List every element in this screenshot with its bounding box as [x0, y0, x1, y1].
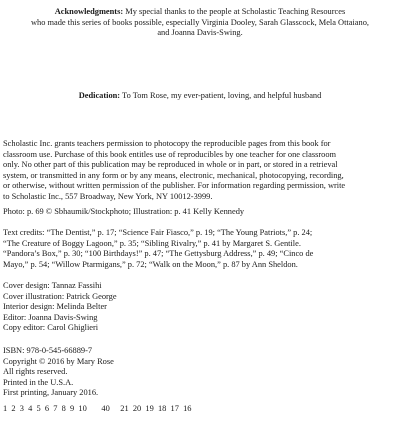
copyright-line: Copyright © 2016 by Mary Rose [3, 356, 114, 366]
permission-line: system, or transmitted in any form or by any means, electronic, mechanical, photocopying, recording, [3, 170, 344, 180]
permission-line: classroom use. Purchase of this book entitles use of reproducibles by one teacher for one classroom [3, 149, 337, 159]
staff-credit-line: Editor: Joanna Davis-Swing [3, 312, 98, 322]
permission-line: Scholastic Inc. grants teachers permission to photocopy the reproducible pages from this book for [3, 139, 331, 148]
staff-credit-line: Copy editor: Carol Ghiglieri [3, 323, 99, 333]
staff-credit-line: Interior design: Melinda Belter [3, 302, 107, 312]
text-credits-line: “Pandora’s Box,” p. 30; “100 Birthdays!” p. 47; “The Gettysburg Address,” p. 49; “Cinco de [3, 249, 314, 259]
printed-in-line: Printed in the U.S.A. [3, 377, 74, 387]
acknowledgments-line-2: who made this series of books possible, especially Virginia Dooley, Sarah Glasscock, Mela Ottaiano, [31, 17, 369, 27]
permission-line: to Scholastic Inc., 557 Broadway, New York, NY 10012-3999. [3, 191, 213, 201]
dedication-section [3, 91, 397, 102]
acknowledgments-heading: Acknowledgments: [54, 7, 124, 16]
dedication-heading: Dedication: [78, 91, 121, 100]
first-printing-line: First printing, January 2016. [3, 388, 99, 398]
staff-credits [3, 281, 397, 334]
staff-credit-line: Cover design: Tannaz Fassihi [3, 281, 102, 290]
printing-line [3, 404, 397, 415]
text-credits-line: “The Creature of Boggy Lagoon,” p. 35; “Sibling Rivalry,” p. 41 by Margaret S. Gentile. [3, 238, 301, 248]
dedication-line [3, 91, 397, 102]
dedication-text: To Tom Rose, my ever-patient, loving, and helpful husband [122, 91, 322, 100]
permission-line: only. No other part of this publication may be reproduced in whole or in part, or stored in a retrieval [3, 160, 338, 170]
photo-credits [3, 207, 397, 218]
isbn-line: ISBN: 978-0-545-66889-7 [3, 346, 93, 355]
text-credits-line: Mayo,” p. 54; “Willow Ptarmigans,” p. 72; “Walk on the Moon,” p. 87 by Ann Sheldon. [3, 259, 298, 269]
text-credits [3, 228, 397, 270]
photo-credits-text: Photo: p. 69 © Sbhaumik/Stockphoto; Illustration: p. 41 Kelly Kennedy [3, 207, 245, 216]
acknowledgments-line-3: and Joanna Davis-Swing. [157, 28, 243, 38]
staff-credit-line: Cover illustration: Patrick George [3, 291, 117, 301]
permission-paragraph [3, 139, 397, 203]
printing-numbers: 1 2 3 4 5 6 7 8 9 10 40 21 20 19 18 17 16 [3, 404, 192, 413]
rights-line: All rights reserved. [3, 367, 68, 377]
text-credits-line: Text credits: “The Dentist,” p. 17; “Science Fair Fiasco,” p. 19; “The Young Patriots,” p. 24; [3, 228, 313, 237]
copyright-block [3, 346, 397, 399]
permission-line: or otherwise, without written permission of the publisher. For information regarding permission, write [3, 181, 346, 191]
acknowledgments-section [3, 7, 397, 39]
acknowledgments-line-1 [3, 7, 397, 18]
acknowledgments-text: My special thanks to the people at Scholastic Teaching Resources [125, 7, 346, 16]
